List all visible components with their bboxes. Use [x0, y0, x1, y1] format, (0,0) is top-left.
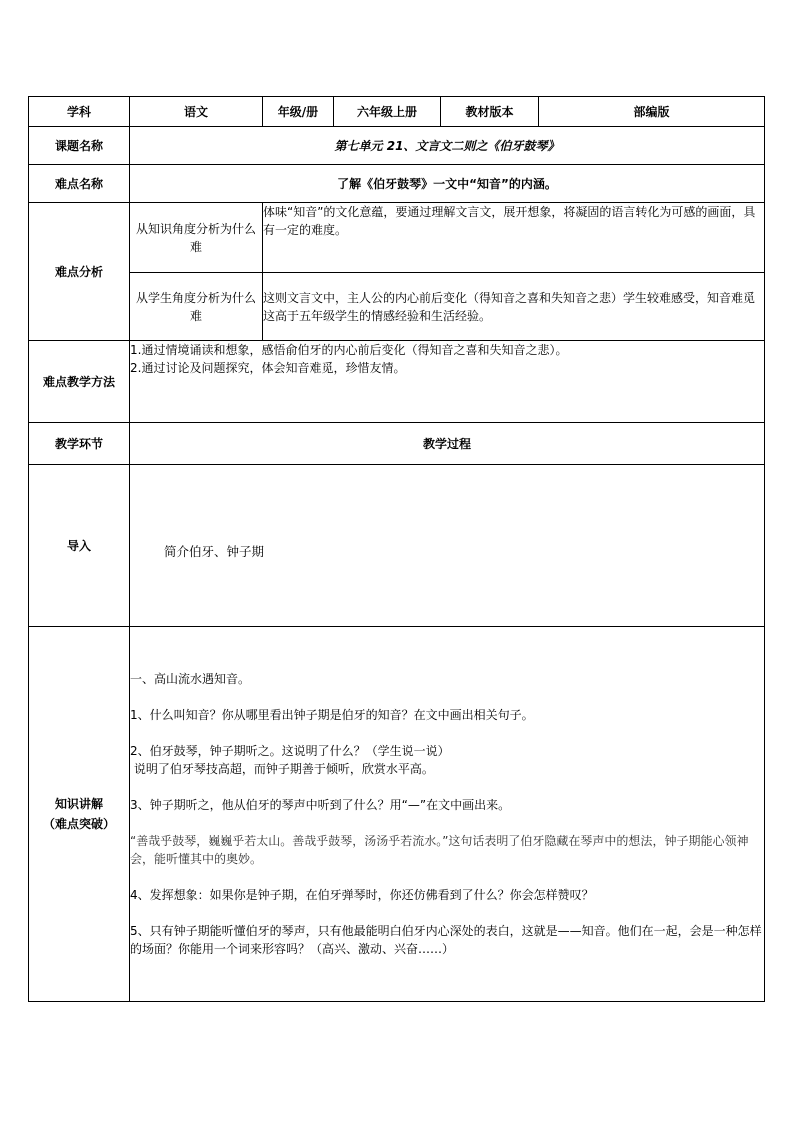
knowledge-item: 一、高山流水遇知音。 [130, 672, 251, 686]
knowledge-item: 说明了伯牙琴技高超，而钟子期善于倾听，欣赏水平高。 [130, 762, 434, 776]
intro-text: 简介伯牙、钟子期 [130, 465, 765, 627]
knowledge-item: 5、只有钟子期能听懂伯牙的琴声，只有他最能明白伯牙内心深处的表白，这就是——知音。他们在一起，会是一种怎样的场面？你能用一个词来形容吗？（高兴、激动、兴奋……） [130, 924, 762, 956]
knowledge-sublabel: （难点突破） [42, 817, 115, 831]
lesson-row [29, 127, 765, 165]
analysis-label: 难点分析 [29, 203, 130, 341]
method-item: 2.通过讨论及问题探究，体会知音难觅，珍惜友情。 [130, 361, 406, 375]
lesson-title: 第七单元 21、文言文二则之《伯牙鼓琴》 [130, 127, 765, 165]
student-angle-label: 从学生角度分析为什么难 [130, 273, 263, 341]
knowledge-label: 知识讲解 [54, 797, 103, 811]
methods-label: 难点教学方法 [29, 341, 130, 423]
process-label: 教学过程 [130, 423, 765, 465]
analysis-row-knowledge [29, 203, 765, 273]
intro-row [29, 465, 765, 627]
grade-label: 年级/册 [263, 97, 334, 127]
lesson-label: 课题名称 [29, 127, 130, 165]
knowledge-angle-text: 体味“知音”的文化意蕴，要通过理解文言文，展开想象，将凝固的语言转化为可感的画面，具有一定的难度。 [263, 203, 765, 273]
knowledge-item: “善哉乎鼓琴，巍巍乎若太山。善哉乎鼓琴，汤汤乎若流水。”这句话表明了伯牙隐藏在琴声中的想法，钟子期能心领神会，能听懂其中的奥妙。 [130, 834, 749, 866]
knowledge-content [130, 627, 765, 1002]
knowledge-label-cell [29, 627, 130, 1002]
knowledge-item: 1、什么叫知音？你从哪里看出钟子期是伯牙的知音？在文中画出相关句子。 [130, 708, 534, 722]
difficulty-value: 了解《伯牙鼓琴》一文中“知音”的内涵。 [130, 165, 765, 203]
analysis-row-student [29, 273, 765, 341]
intro-label: 导入 [29, 465, 130, 627]
edition-label: 教材版本 [441, 97, 539, 127]
difficulty-label: 难点名称 [29, 165, 130, 203]
knowledge-row [29, 627, 765, 1002]
header-row [29, 97, 765, 127]
knowledge-item: 3、钟子期听之，他从伯牙的琴声中听到了什么？用“—”在文中画出来。 [130, 798, 511, 812]
knowledge-item: 4、发挥想象：如果你是钟子期，在伯牙弹琴时，你还仿佛看到了什么？你会怎样赞叹？ [130, 888, 594, 902]
edition-value: 部编版 [539, 97, 765, 127]
stage-label: 教学环节 [29, 423, 130, 465]
grade-value: 六年级上册 [334, 97, 441, 127]
difficulty-row [29, 165, 765, 203]
knowledge-angle-label: 从知识角度分析为什么难 [130, 203, 263, 273]
student-angle-text: 这则文言文中，主人公的内心前后变化（得知音之喜和失知音之悲）学生较难感受，知音难觅这高于五年级学生的情感经验和生活经验。 [263, 273, 765, 341]
methods-list [130, 341, 765, 423]
knowledge-item: 2、伯牙鼓琴，钟子期听之。这说明了什么？（学生说一说） [130, 744, 450, 758]
process-header-row [29, 423, 765, 465]
subject-label: 学科 [29, 97, 130, 127]
methods-row [29, 341, 765, 423]
lesson-plan-table [28, 96, 765, 1002]
method-item: 1.通过情境诵读和想象，感悟俞伯牙的内心前后变化（得知音之喜和失知音之悲）。 [130, 343, 568, 357]
subject-value: 语文 [130, 97, 263, 127]
